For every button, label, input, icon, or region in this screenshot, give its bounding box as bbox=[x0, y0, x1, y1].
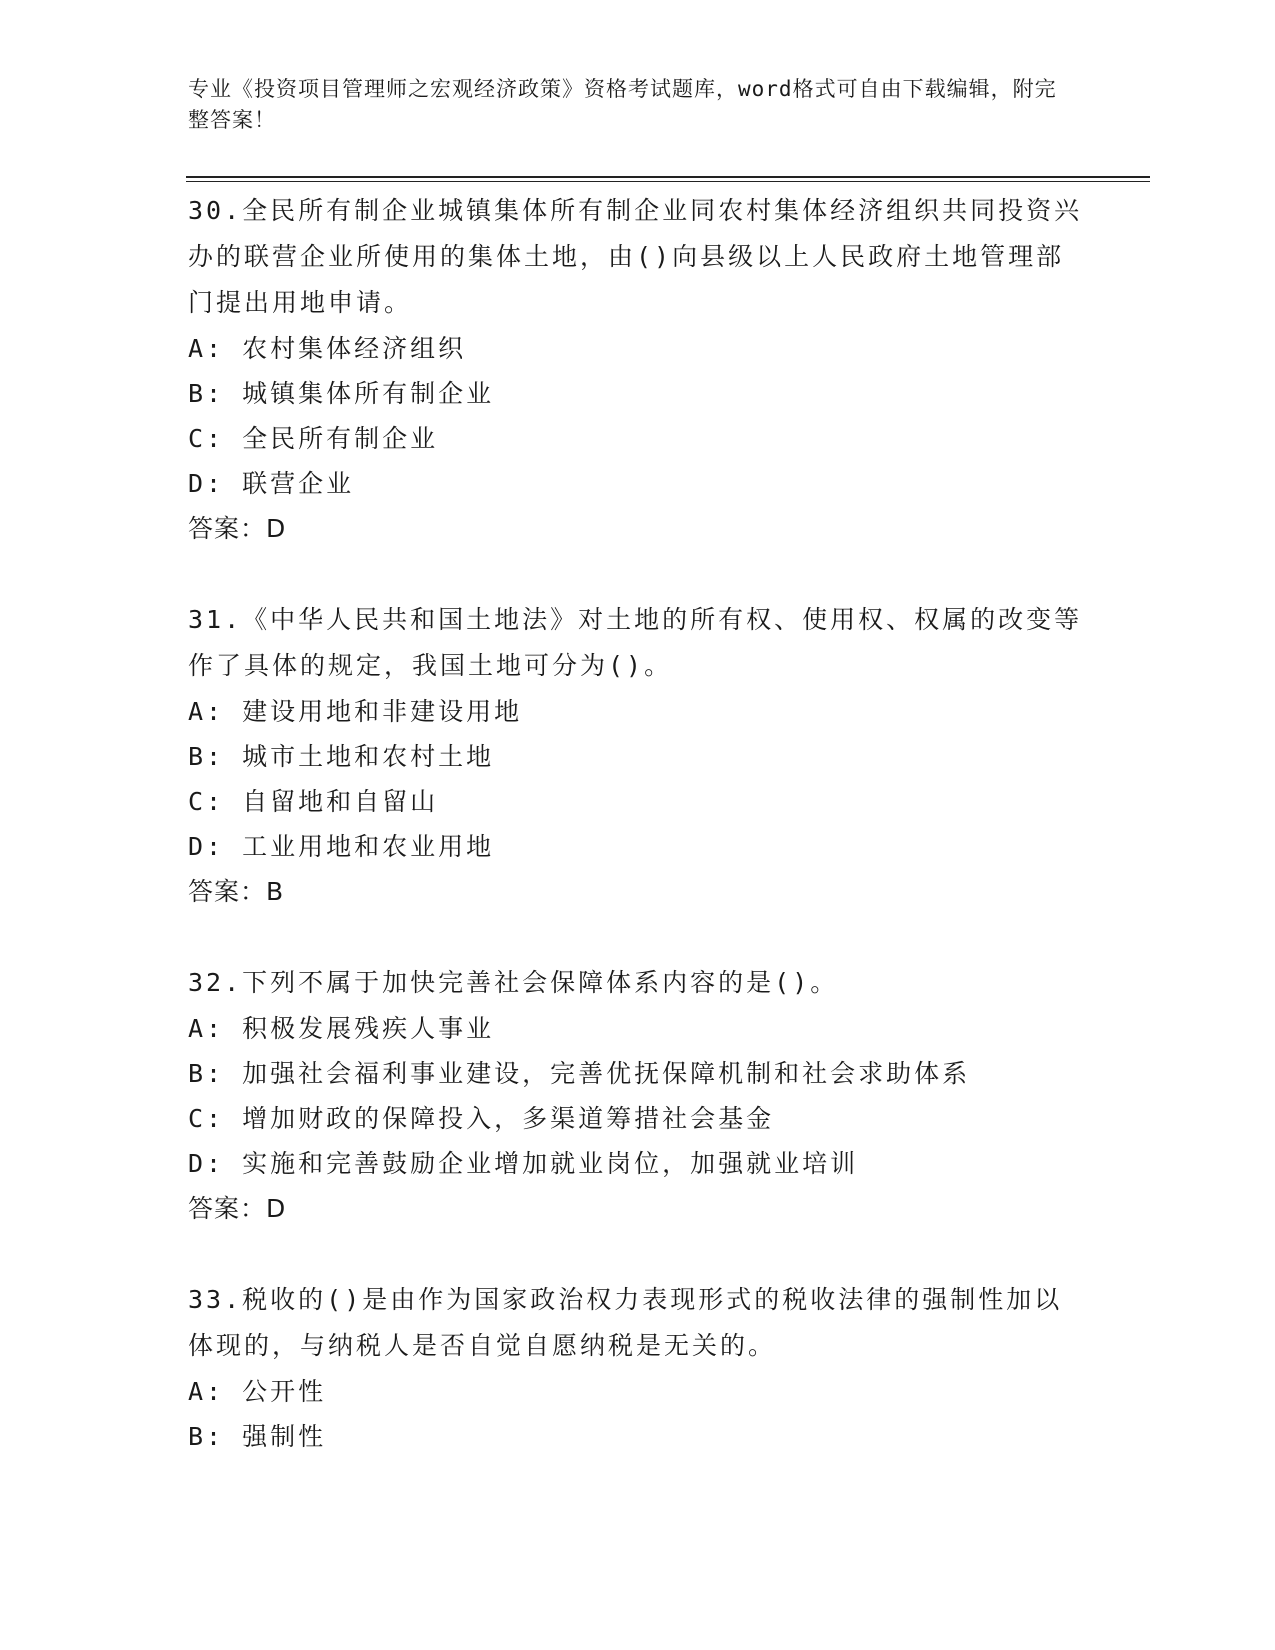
question-text: 32.下列不属于加快完善社会保障体系内容的是()。 bbox=[188, 968, 839, 997]
answer-line: 答案：D bbox=[188, 514, 287, 543]
option-d: D: 联营企业 bbox=[188, 469, 355, 498]
question-list bbox=[188, 188, 1088, 1504]
option-b: B: 城市土地和农村土地 bbox=[188, 742, 495, 771]
question-text: 31.《中华人民共和国土地法》对土地的所有权、使用权、权属的改变等作了具体的规定，我国土地可分为()。 bbox=[188, 605, 1083, 680]
option-a: A: 公开性 bbox=[188, 1377, 327, 1406]
option-b: B: 城镇集体所有制企业 bbox=[188, 379, 495, 408]
question-32 bbox=[188, 960, 1088, 1232]
option-d: D: 工业用地和农业用地 bbox=[188, 832, 495, 861]
option-a: A: 建设用地和非建设用地 bbox=[188, 697, 523, 726]
answer-line: 答案：D bbox=[188, 1194, 287, 1223]
option-b: B: 强制性 bbox=[188, 1422, 327, 1451]
question-33 bbox=[188, 1277, 1088, 1459]
question-30 bbox=[188, 188, 1088, 552]
option-c: C: 增加财政的保障投入，多渠道筹措社会基金 bbox=[188, 1104, 775, 1133]
answer-line: 答案：B bbox=[188, 877, 285, 906]
option-c: C: 自留地和自留山 bbox=[188, 787, 439, 816]
option-c: C: 全民所有制企业 bbox=[188, 424, 439, 453]
question-text: 30.全民所有制企业城镇集体所有制企业同农村集体经济组织共同投资兴办的联营企业所使用的集体土地，由()向县级以上人民政府土地管理部门提出用地申请。 bbox=[188, 196, 1083, 317]
option-b: B: 加强社会福利事业建设，完善优抚保障机制和社会求助体系 bbox=[188, 1059, 971, 1088]
header-divider-thin bbox=[186, 181, 1150, 182]
option-a: A: 积极发展残疾人事业 bbox=[188, 1014, 495, 1043]
header-divider-thick bbox=[186, 176, 1150, 178]
question-31 bbox=[188, 597, 1088, 915]
question-text: 33.税收的()是由作为国家政治权力表现形式的税收法律的强制性加以体现的，与纳税人是否自觉自愿纳税是无关的。 bbox=[188, 1285, 1063, 1360]
option-a: A: 农村集体经济组织 bbox=[188, 334, 467, 363]
option-d: D: 实施和完善鼓励企业增加就业岗位，加强就业培训 bbox=[188, 1149, 859, 1178]
document-header: 专业《投资项目管理师之宏观经济政策》资格考试题库，word格式可自由下载编辑，附完整答案！ bbox=[188, 77, 1057, 132]
